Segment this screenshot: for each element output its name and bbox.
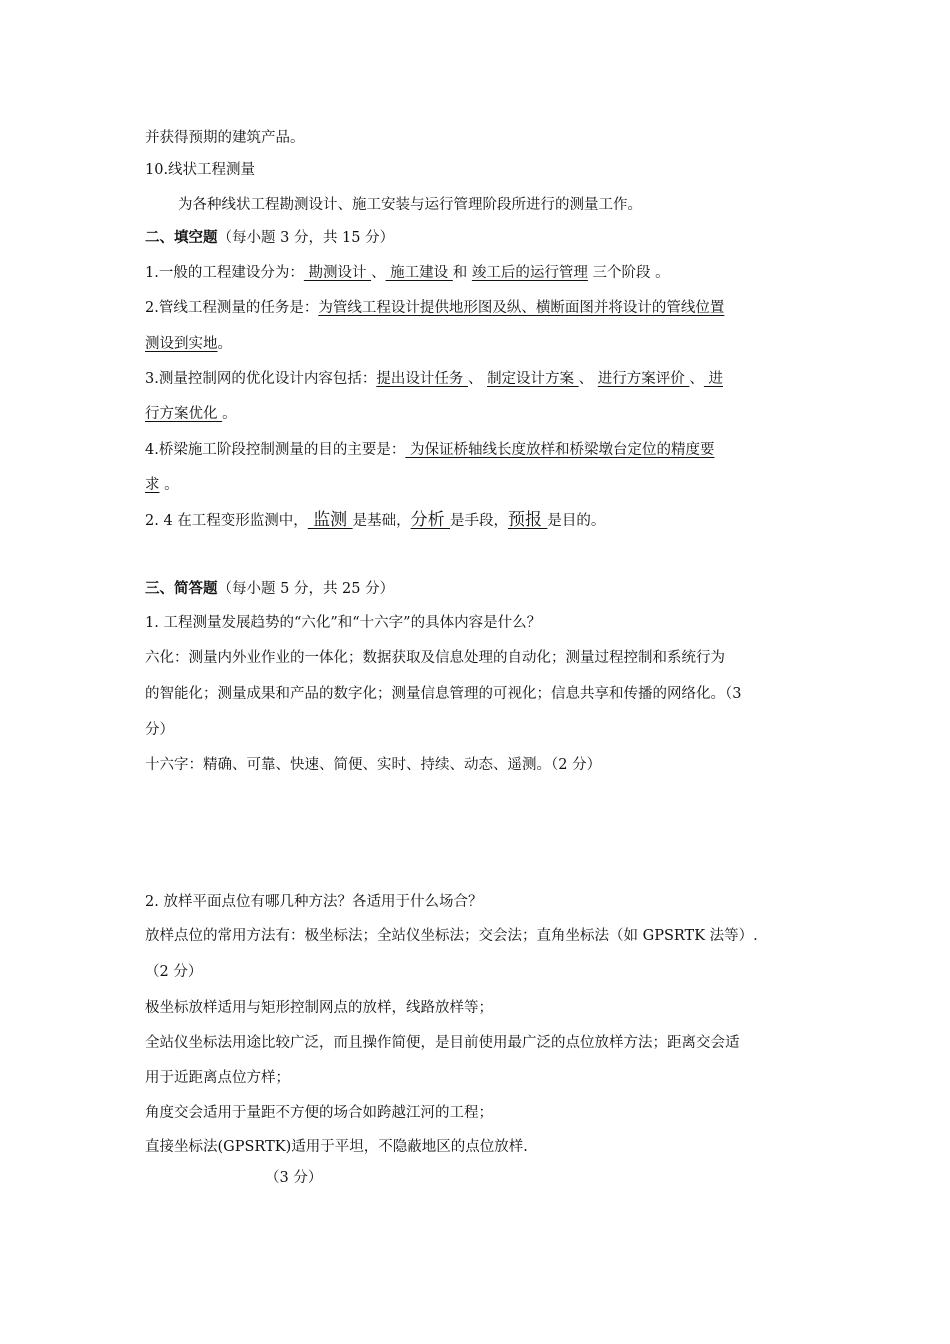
question-text: 3.测量控制网的优化设计内容包括： (145, 371, 377, 387)
answer-line: 全站仪坐标法用途比较广泛，而且操作简便，是目前使用最广泛的点位放样方法；距离交会适 (145, 1035, 740, 1051)
answer-line: 十六字：精确、可靠、快速、简便、实时、持续、动态、遥测。（2 分） (145, 757, 602, 773)
question-text: 。 (159, 477, 179, 493)
score-note: （3 分） (265, 1170, 323, 1186)
answer-blank: 施工建设 (385, 265, 453, 281)
answer-blank: 进行方案评价 (597, 371, 690, 387)
answer-blank: 监测 (307, 510, 353, 530)
short-question-2: 2. 放样平面点位有哪几种方法？各适用于什么场合？ (145, 894, 483, 910)
answer-blank: 分析 (410, 510, 450, 530)
answer-blank: 为管线工程设计提供地形图及纵、横断面图并将设计的管线位置 (318, 300, 725, 316)
separator: 、 (467, 371, 488, 387)
question-text: 三个阶段 。 (587, 265, 670, 281)
question-text: 是目的。 (547, 513, 606, 529)
answer-line: 放样点位的常用方法有：极坐标法；全站仪坐标法；交会法；直角坐标法（如 GPSRTK 法等）. (145, 928, 758, 944)
answer-blank: 测设到实地 (145, 336, 218, 352)
question-text: 1.一般的工程建设分为： (145, 265, 304, 281)
question-5 (145, 510, 605, 531)
question-text: 2.管线工程测量的任务是： (145, 300, 319, 316)
question-text: 4.桥梁施工阶段控制测量的目的主要是： (145, 442, 406, 458)
question-4-cont (145, 475, 179, 495)
answer-blank: 为保证桥轴线长度放样和桥梁墩台定位的精度要 (405, 442, 715, 458)
separator: 和 (452, 265, 472, 281)
question-text: 2. 4 在工程变形监测中， (145, 513, 308, 529)
answer-blank: 行方案优化 (145, 406, 223, 422)
separator: 是基础， (352, 513, 411, 529)
question-3 (145, 369, 723, 389)
question-2-cont (145, 334, 232, 354)
answer-line: 六化：测量内外业作业的一体化；数据获取及信息处理的自动化；测量过程控制和系统行为 (145, 650, 725, 666)
question-4 (145, 440, 714, 460)
short-question-1: 1. 工程测量发展趋势的“六化”和“十六字”的具体内容是什么？ (145, 615, 542, 631)
question-text: 。 (217, 336, 232, 352)
answer-blank: 预报 (508, 510, 548, 530)
term-definition: 为各种线状工程勘测设计、施工安装与运行管理阶段所进行的测量工作。 (178, 197, 642, 213)
answer-blank: 制定设计方案 (487, 371, 579, 387)
answer-line: 极坐标放样适用与矩形控制网点的放样，线路放样等； (145, 1000, 493, 1016)
answer-blank: 提出设计任务 (376, 371, 468, 387)
answer-line: （2 分） (145, 964, 203, 980)
answer-blank: 勘测设计 (303, 265, 372, 281)
section-title: 二、填空题 (145, 229, 218, 246)
answer-line: 直接坐标法(GPSRTK)适用于平坦，不隐蔽地区的点位放样. (145, 1139, 528, 1155)
answer-blank: 求 (145, 477, 160, 493)
answer-line: 的智能化；测量成果和产品的数字化；测量信息管理的可视化；信息共享和传播的网络化。（3 (145, 686, 742, 702)
separator: 是手段， (450, 513, 508, 529)
answer-blank: 进 (703, 371, 723, 387)
term-heading: 10.线状工程测量 (145, 162, 256, 178)
separator: 、 (689, 371, 704, 387)
separator: 、 (578, 371, 598, 387)
section-note: （每小题 3 分，共 15 分） (217, 230, 395, 246)
separator: 、 (371, 265, 386, 281)
question-text: 。 (222, 406, 237, 422)
answer-line: 分） (145, 722, 174, 738)
section-title: 三、简答题 (145, 580, 218, 597)
question-2 (145, 298, 724, 318)
section-heading-fill-blank (145, 228, 394, 248)
answer-line: 角度交会适用于量距不方便的场合如跨越江河的工程； (145, 1105, 493, 1121)
section-note: （每小题 5 分，共 25 分） (217, 581, 395, 597)
question-1 (145, 263, 670, 283)
answer-line: 用于近距离点位方样； (145, 1070, 290, 1086)
text-line: 并获得预期的建筑产品。 (145, 130, 305, 146)
section-heading-short-answer (145, 579, 394, 599)
question-3-cont (145, 404, 237, 424)
answer-blank: 竣工后的运行管理 (471, 265, 588, 281)
